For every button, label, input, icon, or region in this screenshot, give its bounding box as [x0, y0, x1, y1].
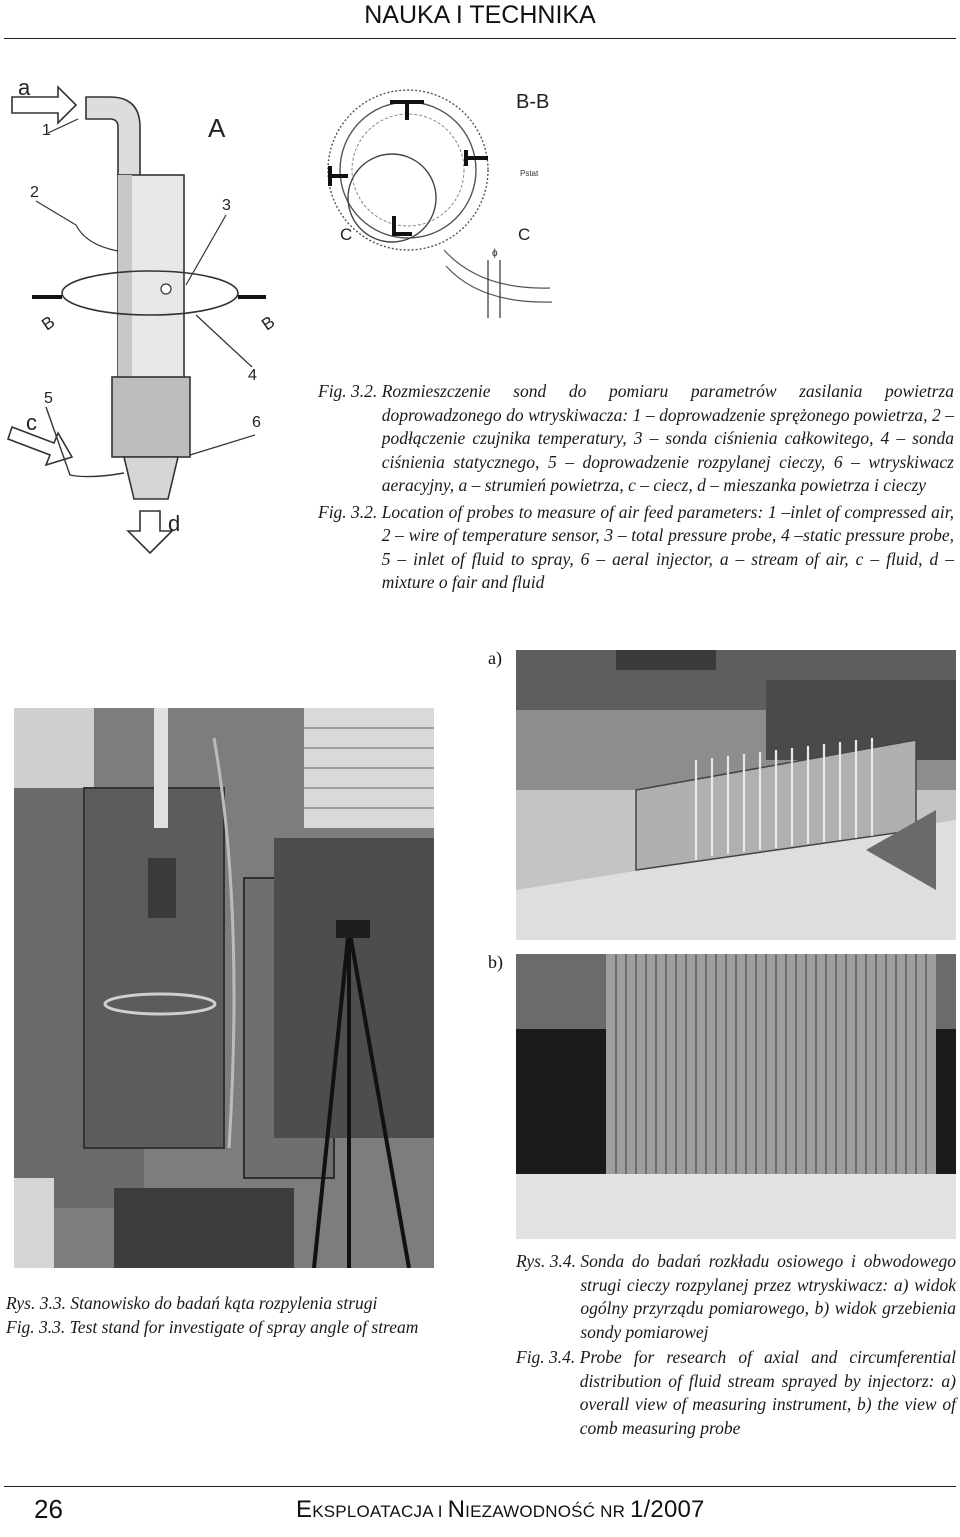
- journal-letter-n: N: [447, 1496, 466, 1523]
- figure-3-4-caption-en: [516, 1346, 956, 1440]
- section-bb-drawing: [320, 80, 560, 320]
- caption-en-label: Fig. 3.2.: [318, 501, 382, 522]
- figure-3-3-caption-pl: Rys. 3.3. Stanowisko do badań kąta rozpylenia strugi: [6, 1293, 378, 1313]
- mixture-outlet-arrow: [128, 511, 172, 553]
- running-header: NAUKA I TECHNIKA: [364, 1, 596, 29]
- label-3: 3: [222, 197, 231, 214]
- liquid-inlet-arrow: [8, 427, 72, 465]
- figure-3-2-caption: [318, 380, 954, 595]
- caption-en-text: Location of probes to measure of air feed parameters: 1 –inlet of compressed air, 2 – wire of temperature sensor, 3 – total pressure probe, 4 –static pressure probe, 5 – inlet of fluid to spray, 6 – aeral injector, a – stream of air, c – fluid, d – mixture o fair and fluid: [381, 501, 954, 592]
- measuring-instrument-photo: [516, 650, 956, 940]
- injector-schematic: [0, 75, 300, 565]
- label-b-photo: b): [488, 952, 503, 972]
- label-a-photo: a): [488, 648, 502, 668]
- figure-3-4-caption-pl-label: Rys. 3.4.: [516, 1251, 581, 1271]
- figure-3-3-caption-en: Fig. 3.3. Test stand for investigate of spray angle of stream: [6, 1316, 419, 1337]
- figure-3-3-caption: [6, 1292, 514, 1339]
- figure-3-4-caption-pl: [516, 1250, 956, 1344]
- label-2: 2: [30, 184, 39, 201]
- journal-word-i: I: [432, 1502, 448, 1521]
- header-rule: [4, 38, 956, 39]
- page-number: 26: [34, 1494, 63, 1524]
- journal-letter-e: E: [296, 1496, 313, 1523]
- caption-pl: [318, 380, 954, 498]
- journal-word-nr: NR: [595, 1502, 630, 1521]
- figure-3-4-caption: [516, 1250, 956, 1440]
- journal-name: [296, 1496, 705, 1524]
- comb-probe-photo: [516, 954, 956, 1239]
- label-d: d: [168, 511, 181, 536]
- label-C-left: C: [340, 225, 353, 244]
- figure-3-4-caption-pl-text: Sonda do badań rozkładu osiowego i obwodowego strugi cieczy rozpylanej przez wtryskiwacz: a) widok ogólny przyrządu pomiarowego, b) widok grzebienia sondy pomiarowej: [580, 1251, 956, 1342]
- label-5: 5: [44, 390, 53, 407]
- caption-pl-label: Fig. 3.2.: [318, 381, 382, 401]
- inlet-pipe: [86, 97, 140, 175]
- caption-pl-text: Rozmieszczenie sond do pomiaru parametrów zasilania powietrza doprowadzonego do wtryskiwacza: 1 – doprowadzenie sprężonego powietrza, 2 – podłączenie czujnika temperatury, 3 – sonda ciśnienia całkowitego, 4 – sonda ciśnienia statycznego, 5 – doprowadzenie rozpylanej cieczy, 6 – wtryskiwacz aeracyjny, a – strumień powietrza, c – ciecz, d – mieszanka powietrza i cieczy: [381, 381, 954, 495]
- label-C-right: C: [518, 225, 531, 244]
- label-phi: ϕ: [492, 248, 498, 259]
- nozzle-tip: [124, 457, 178, 499]
- label-B-right: B: [258, 312, 279, 335]
- label-B-left: B: [38, 312, 59, 335]
- caption-en: [318, 501, 954, 595]
- test-stand-photo: [14, 708, 434, 1268]
- injector-nozzle-section: [112, 377, 190, 457]
- footer-rule: [4, 1486, 956, 1487]
- label-BB: B-B: [516, 91, 550, 113]
- label-a: a: [18, 75, 31, 100]
- label-pstat: Pstat: [520, 169, 539, 178]
- label-1: 1: [42, 122, 51, 139]
- figure-3-4-caption-en-text: Probe for research of axial and circumferential distribution of fluid stream sprayed by injectorz: a) overall view of measuring instrument, b) the view of comb measuring probe: [579, 1347, 956, 1438]
- journal-issue: 1/2007: [630, 1496, 705, 1523]
- label-4: 4: [248, 367, 257, 384]
- journal-word-ksploatacja: KSPLOATACJA: [312, 1502, 433, 1521]
- label-6: 6: [252, 414, 261, 431]
- figure-3-4-caption-en-label: Fig. 3.4.: [516, 1347, 580, 1367]
- journal-word-iezawodnosc: IEZAWODNOŚĆ: [465, 1502, 596, 1521]
- label-A: A: [208, 113, 226, 143]
- label-c: c: [26, 410, 37, 435]
